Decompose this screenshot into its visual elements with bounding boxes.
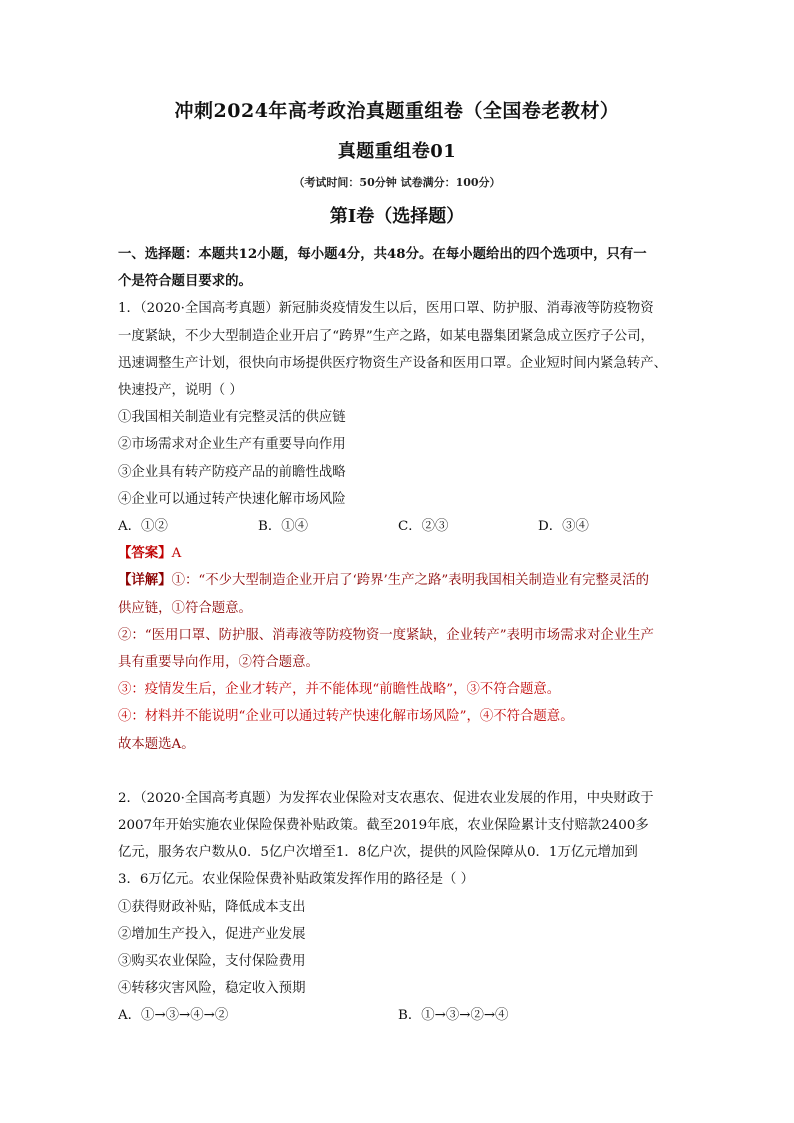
q2-stem-line: 3．6万亿元。农业保险保费补贴政策发挥作用的路径是（ ） <box>118 872 475 888</box>
q1-stem-line: 快速投产，说明（ ） <box>118 383 243 399</box>
analysis-label: 【详解】 <box>118 572 172 589</box>
answer-value: A <box>171 546 182 562</box>
q1-item: ③企业具有转产防疫产品的前瞻性战略 <box>118 464 346 480</box>
q2-item: ④转移灾害风险，稳定收入预期 <box>118 981 306 997</box>
q2-options <box>118 1002 678 1029</box>
q2-item: ③购买农业保险，支付保险费用 <box>118 954 306 970</box>
q1-answer <box>118 540 678 567</box>
exam-info: （考试时间：50分钟 试卷满分：100分） <box>293 176 501 189</box>
q1-analysis-line: 供应链，①符合题意。 <box>118 600 252 616</box>
section-title: 第I卷（选择题） <box>329 206 465 227</box>
q1-options <box>118 513 678 540</box>
q1-item: ②市场需求对企业生产有重要导向作用 <box>118 437 346 453</box>
q1-option-b: B．①④ <box>258 519 309 535</box>
document-body <box>118 241 678 1030</box>
instructions-line-1: 一、选择题：本题共12小题，每小题4分，共48分。在每小题给出的四个选项中，只有一 <box>118 246 647 262</box>
q1-analysis-line: 具有重要导向作用，②符合题意。 <box>118 655 319 671</box>
q1-option-a: A．①② <box>118 519 168 535</box>
instructions-line-2: 个是符合题目要求的。 <box>118 273 252 290</box>
q1-stem-line: 1．（2020·全国高考真题）新冠肺炎疫情发生以后，医用口罩、防护服、消毒液等防疫物资 <box>118 301 654 317</box>
q1-option-d: D．③④ <box>538 519 589 535</box>
question-spacer <box>118 758 678 785</box>
q2-option-b: B．①→③→②→④ <box>398 1008 509 1024</box>
answer-label: 【答案】 <box>118 545 172 562</box>
q1-item: ①我国相关制造业有完整灵活的供应链 <box>118 410 346 426</box>
q1-conclusion: 故本题选A。 <box>118 736 195 752</box>
q1-stem-line: 迅速调整生产计划，很快向市场提供医疗物资生产设备和医用口罩。企业短时间内紧急转产、 <box>118 355 668 371</box>
q2-stem-line: 2．（2020·全国高考真题）为发挥农业保险对支农惠农、促进农业发展的作用，中央财政于 <box>118 790 654 806</box>
main-title: 冲刺2024年高考政治真题重组卷（全国卷老教材） <box>174 100 620 122</box>
q1-option-c: C．②③ <box>398 519 449 535</box>
q1-analysis-line: ④：材料并不能说明“企业可以通过转产快速化解市场风险”，④不符合题意。 <box>118 709 574 725</box>
q2-item: ①获得财政补贴，降低成本支出 <box>118 899 306 915</box>
q1-analysis-line: ②：“医用口罩、防护服、消毒液等防疫物资一度紧缺，企业转产”表明市场需求对企业生产 <box>118 627 654 643</box>
sub-title: 真题重组卷01 <box>337 141 457 162</box>
q1-stem-line: 一度紧缺，不少大型制造企业开启了“跨界”生产之路，如某电器集团紧急成立医疗子公司， <box>118 328 654 344</box>
q2-stem-line: 亿元，服务农户数从0．5亿户次增至1．8亿户次，提供的风险保障从0．1万亿元增加到 <box>118 845 638 861</box>
q1-analysis-line: ③：疫情发生后，企业才转产，并不能体现“前瞻性战略”，③不符合题意。 <box>118 682 561 698</box>
analysis-text: ①：“不少大型制造企业开启了‘跨界’生产之路”表明我国相关制造业有完整灵活的 <box>171 573 650 589</box>
q2-stem-line: 2007年开始实施农业保险保费补贴政策。截至2019年底，农业保险累计支付赔款2400多 <box>118 818 649 834</box>
q1-item: ④企业可以通过转产快速化解市场风险 <box>118 491 346 507</box>
q2-item: ②增加生产投入，促进产业发展 <box>118 926 306 942</box>
q1-analysis-line <box>118 567 678 594</box>
q2-option-a: A．①→③→④→② <box>118 1008 229 1024</box>
